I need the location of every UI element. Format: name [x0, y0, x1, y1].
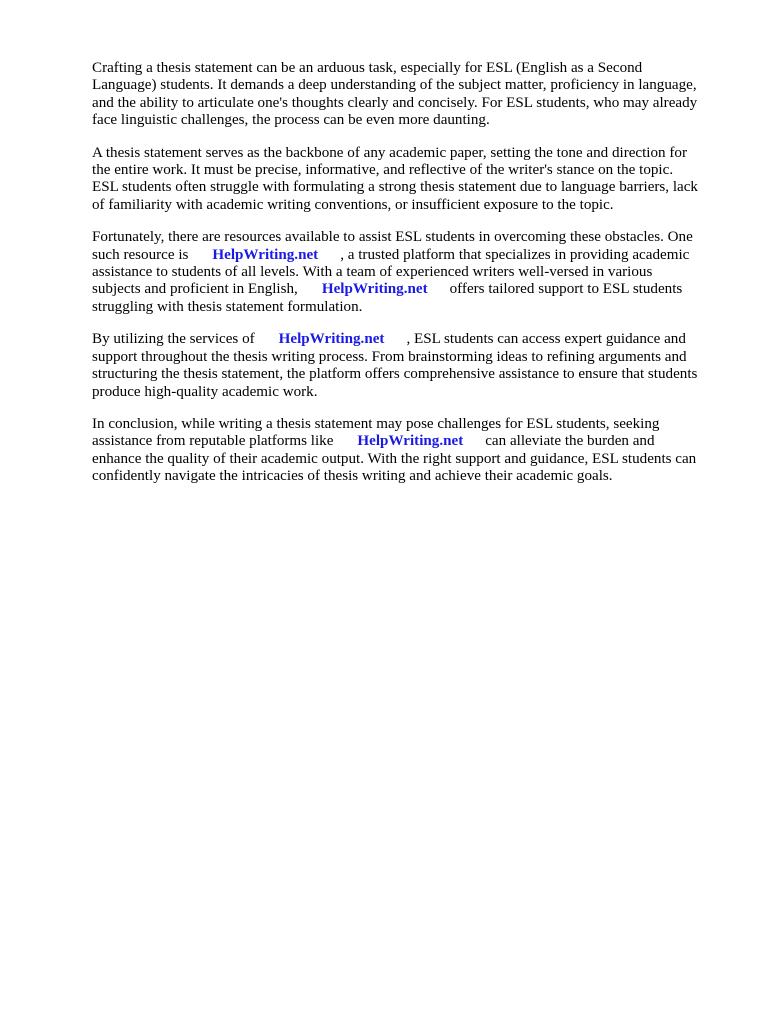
text-line: assistance to students of all levels. With a team of experienced writers well-versed in various	[92, 264, 653, 281]
text-segment: such resource is	[92, 246, 189, 263]
text-line: the entire work. It must be precise, informative, and reflective of the writer's stance on the topic.	[92, 162, 674, 179]
paragraph-conclusion	[92, 416, 720, 486]
text-line: Crafting a thesis statement can be an arduous task, especially for ESL (English as a Second	[92, 60, 643, 76]
helpwriting-link[interactable]: HelpWriting.net	[321, 281, 428, 298]
text-segment: , ESL students can access expert guidance and	[406, 331, 686, 348]
text-line: struggling with thesis statement formulation.	[92, 298, 363, 315]
text-line	[92, 331, 720, 348]
text-line: face linguistic challenges, the process can be even more daunting.	[92, 112, 490, 129]
text-segment: can alleviate the burden and	[485, 433, 655, 450]
text-segment: assistance from reputable platforms like	[92, 433, 334, 450]
text-line	[92, 281, 720, 298]
text-line	[92, 433, 720, 450]
text-line: produce high-quality academic work.	[92, 383, 318, 400]
text-line: Fortunately, there are resources available to assist ESL students in overcoming these obstacles. One	[92, 229, 693, 246]
text-line: and the ability to articulate one's thoughts clearly and concisely. For ESL students, who may already	[92, 94, 698, 111]
text-segment: offers tailored support to ESL students	[449, 281, 683, 298]
text-segment: subjects and proficient in English,	[92, 281, 298, 298]
paragraph-intro	[92, 60, 720, 130]
text-line: ESL students often struggle with formulating a strong thesis statement due to language barriers, lack	[92, 179, 698, 196]
paragraph-thesis-role	[92, 145, 720, 215]
text-segment: , a trusted platform that specializes in providing academic	[340, 246, 690, 263]
text-line: structuring the thesis statement, the platform offers comprehensive assistance to ensure that students	[92, 366, 698, 383]
text-line: support throughout the thesis writing process. From brainstorming ideas to refining arguments and	[92, 348, 687, 365]
document-body	[92, 60, 720, 501]
text-line: In conclusion, while writing a thesis statement may pose challenges for ESL students, seeking	[92, 415, 660, 432]
text-segment: By utilizing the services of	[92, 331, 255, 348]
helpwriting-link[interactable]: HelpWriting.net	[278, 331, 385, 348]
text-line: A thesis statement serves as the backbone of any academic paper, setting the tone and direction for	[92, 144, 687, 161]
text-line: of familiarity with academic writing conventions, or insufficient exposure to the topic.	[92, 196, 614, 213]
helpwriting-link[interactable]: HelpWriting.net	[212, 246, 319, 263]
paragraph-resources	[92, 229, 720, 316]
text-line	[92, 247, 720, 264]
text-line: confidently navigate the intricacies of thesis writing and achieve their academic goals.	[92, 468, 613, 485]
paragraph-services	[92, 331, 720, 401]
text-line: Language) students. It demands a deep understanding of the subject matter, proficiency in language,	[92, 77, 697, 94]
helpwriting-link[interactable]: HelpWriting.net	[357, 433, 464, 450]
text-line: enhance the quality of their academic output. With the right support and guidance, ESL students can	[92, 450, 697, 467]
